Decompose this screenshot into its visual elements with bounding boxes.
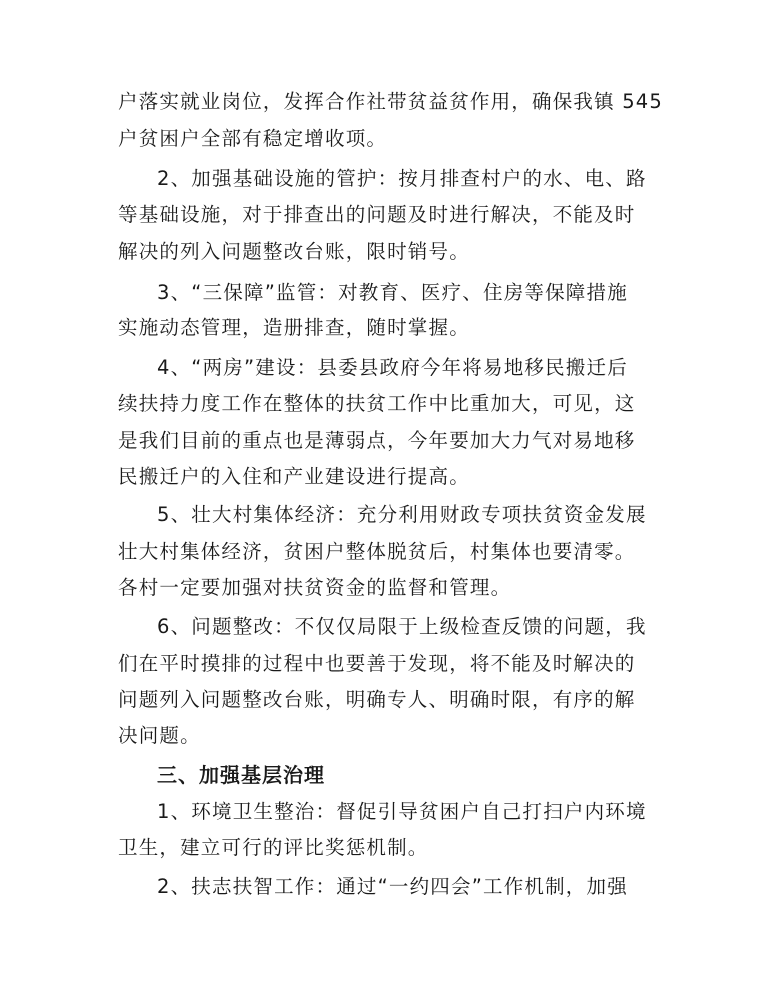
paragraph-line: 6、问题整改：不仅仅局限于上级检查反馈的问题，我 [157, 615, 647, 638]
paragraph-line: 续扶持力度工作在整体的扶贫工作中比重加大，可见，这 [118, 392, 636, 415]
paragraph-line: 各村一定要加强对扶贫资金的监督和管理。 [118, 576, 512, 599]
paragraph-line: 壮大村集体经济，贫困户整体脱贫后，村集体也要清零。 [118, 540, 636, 563]
paragraph-line: 是我们目前的重点也是薄弱点，今年要加大力气对易地移 [118, 429, 636, 452]
paragraph-line: 问题列入问题整改台账，明确专人、明确时限，有序的解 [118, 688, 636, 711]
paragraph-line: 2、加强基础设施的管护：按月排查村户的水、电、路 [157, 167, 647, 190]
paragraph-line: 1、环境卫生整治：督促引导贫困户自己打扫户内环境 [157, 800, 647, 823]
paragraph-line: 卫生，建立可行的评比奖惩机制。 [118, 836, 429, 859]
paragraph-line: 实施动态管理，造册排查，随时掌握。 [118, 316, 470, 339]
paragraph-line: 决问题。 [118, 724, 201, 747]
section-heading: 三、加强基层治理 [157, 763, 325, 787]
paragraph-line: 3、“三保障”监管：对教育、医疗、住房等保障措施 [157, 281, 628, 304]
paragraph-line: 们在平时摸排的过程中也要善于发现，将不能及时解决的 [118, 652, 636, 675]
paragraph-line: 5、壮大村集体经济：充分利用财政专项扶贫资金发展 [157, 503, 647, 526]
paragraph-line: 户落实就业岗位，发挥合作社带贫益贫作用，确保我镇 545 [118, 90, 664, 113]
paragraph-line: 等基础设施，对于排查出的问题及时进行解决，不能及时 [118, 203, 636, 226]
paragraph-line: 2、扶志扶智工作：通过“一约四会”工作机制，加强 [157, 875, 628, 898]
paragraph-line: 解决的列入问题整改台账，限时销号。 [118, 240, 470, 263]
paragraph-line: 民搬迁户的入住和产业建设进行提高。 [118, 465, 470, 488]
paragraph-line: 户贫困户全部有稳定增收项。 [118, 127, 388, 150]
paragraph-line: 4、“两房”建设：县委县政府今年将易地移民搬迁后 [157, 356, 628, 379]
